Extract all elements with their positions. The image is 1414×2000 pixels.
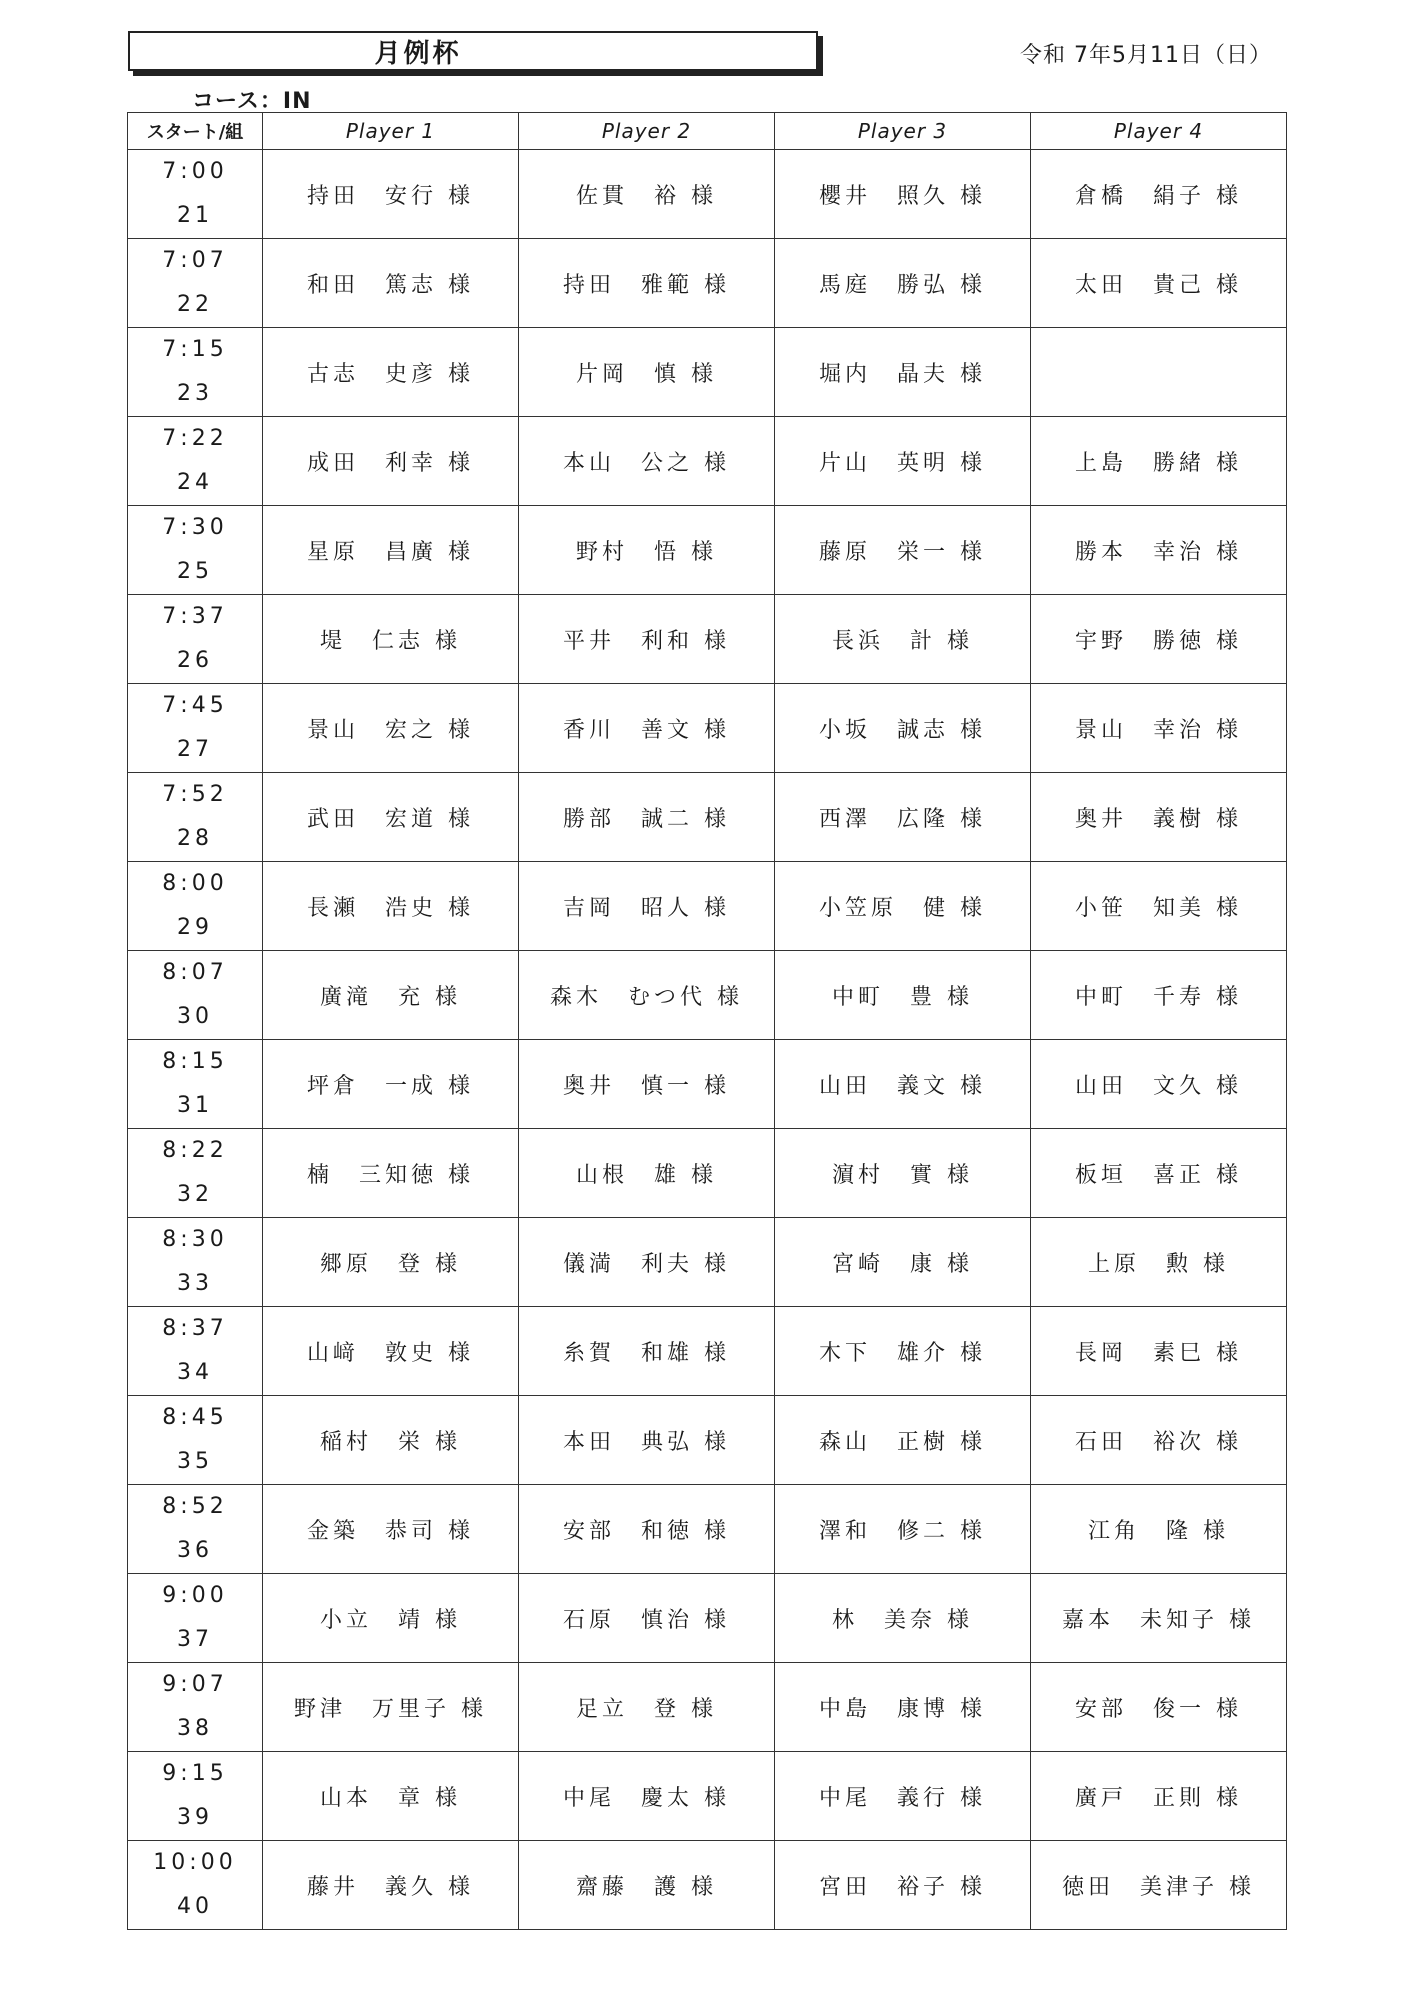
header-start-group: スタート/組 — [128, 113, 263, 150]
table-row — [128, 1129, 1287, 1218]
group-number: 27 — [177, 737, 213, 762]
player-3-cell: 山田 義文 様 — [775, 1040, 1031, 1129]
player-4-cell: 板垣 喜正 様 — [1031, 1129, 1287, 1218]
player-4-cell: 山田 文久 様 — [1031, 1040, 1287, 1129]
event-date: 令和 7年5月11日（日） — [1020, 43, 1272, 68]
player-3-cell: 中島 康博 様 — [775, 1663, 1031, 1752]
player-4-cell: 上原 勲 様 — [1031, 1218, 1287, 1307]
player-4-cell: 廣戸 正則 様 — [1031, 1752, 1287, 1841]
player-2-cell: 中尾 慶太 様 — [519, 1752, 775, 1841]
start-time: 9:00 — [162, 1583, 228, 1608]
player-4-cell: 安部 俊一 様 — [1031, 1663, 1287, 1752]
player-2-cell: 齋藤 護 様 — [519, 1841, 775, 1930]
player-4-cell: 江角 隆 様 — [1031, 1485, 1287, 1574]
group-number: 37 — [177, 1627, 213, 1652]
player-4-cell: 中町 千寿 様 — [1031, 951, 1287, 1040]
start-time: 8:00 — [162, 871, 228, 896]
player-3-cell: 西澤 広隆 様 — [775, 773, 1031, 862]
header-player-4: Player 4 — [1031, 113, 1287, 150]
start-cell — [128, 1841, 263, 1930]
start-cell — [128, 684, 263, 773]
player-3-cell: 藤原 栄一 様 — [775, 506, 1031, 595]
start-cell — [128, 1307, 263, 1396]
player-2-cell: 石原 慎治 様 — [519, 1574, 775, 1663]
group-number: 39 — [177, 1805, 213, 1830]
player-2-cell: 佐貫 裕 様 — [519, 150, 775, 239]
player-3-cell: 櫻井 照久 様 — [775, 150, 1031, 239]
start-cell — [128, 150, 263, 239]
player-3-cell: 宮崎 康 様 — [775, 1218, 1031, 1307]
start-time: 9:15 — [162, 1761, 228, 1786]
table-row — [128, 1752, 1287, 1841]
player-3-cell: 木下 雄介 様 — [775, 1307, 1031, 1396]
title-box — [128, 31, 818, 71]
table-header-row — [128, 113, 1287, 150]
player-4-cell: 倉橋 絹子 様 — [1031, 150, 1287, 239]
start-cell — [128, 1040, 263, 1129]
player-4-cell: 景山 幸治 様 — [1031, 684, 1287, 773]
player-1-cell: 古志 史彦 様 — [263, 328, 519, 417]
start-time: 7:00 — [162, 159, 228, 184]
player-4-cell: 奥井 義樹 様 — [1031, 773, 1287, 862]
header-player-2: Player 2 — [519, 113, 775, 150]
group-number: 28 — [177, 826, 213, 851]
header-player-3: Player 3 — [775, 113, 1031, 150]
player-4-cell: 宇野 勝徳 様 — [1031, 595, 1287, 684]
start-cell — [128, 417, 263, 506]
table-row — [128, 862, 1287, 951]
player-2-cell: 森木 むつ代 様 — [519, 951, 775, 1040]
group-number: 29 — [177, 915, 213, 940]
start-time: 7:15 — [162, 337, 228, 362]
player-1-cell: 藤井 義久 様 — [263, 1841, 519, 1930]
start-time: 8:37 — [162, 1316, 228, 1341]
player-4-cell: 長岡 素巳 様 — [1031, 1307, 1287, 1396]
player-4-cell — [1031, 328, 1287, 417]
player-1-cell: 野津 万里子 様 — [263, 1663, 519, 1752]
table-row — [128, 1218, 1287, 1307]
player-3-cell: 濵村 實 様 — [775, 1129, 1031, 1218]
player-3-cell: 中町 豊 様 — [775, 951, 1031, 1040]
table-row — [128, 1485, 1287, 1574]
player-3-cell: 長浜 計 様 — [775, 595, 1031, 684]
group-number: 38 — [177, 1716, 213, 1741]
start-time: 8:15 — [162, 1049, 228, 1074]
start-time: 8:45 — [162, 1405, 228, 1430]
group-number: 21 — [177, 203, 213, 228]
start-cell — [128, 773, 263, 862]
tee-time-table — [127, 112, 1287, 1930]
page-title: 月例杯 — [374, 38, 462, 69]
group-number: 26 — [177, 648, 213, 673]
group-number: 40 — [177, 1894, 213, 1919]
player-2-cell: 糸賀 和雄 様 — [519, 1307, 775, 1396]
start-time: 7:45 — [162, 693, 228, 718]
start-cell — [128, 1129, 263, 1218]
player-4-cell: 勝本 幸治 様 — [1031, 506, 1287, 595]
player-2-cell: 野村 悟 様 — [519, 506, 775, 595]
start-time: 7:37 — [162, 604, 228, 629]
group-number: 22 — [177, 292, 213, 317]
player-1-cell: 持田 安行 様 — [263, 150, 519, 239]
header-player-1: Player 1 — [263, 113, 519, 150]
start-time: 8:07 — [162, 960, 228, 985]
player-3-cell: 堀内 晶夫 様 — [775, 328, 1031, 417]
player-3-cell: 小笠原 健 様 — [775, 862, 1031, 951]
table-row — [128, 1841, 1287, 1930]
player-2-cell: 吉岡 昭人 様 — [519, 862, 775, 951]
start-cell — [128, 1396, 263, 1485]
player-3-cell: 林 美奈 様 — [775, 1574, 1031, 1663]
start-time: 7:07 — [162, 248, 228, 273]
start-cell — [128, 1663, 263, 1752]
table-row — [128, 506, 1287, 595]
player-4-cell: 嘉本 未知子 様 — [1031, 1574, 1287, 1663]
player-1-cell: 郷原 登 様 — [263, 1218, 519, 1307]
group-number: 31 — [177, 1093, 213, 1118]
start-time: 9:07 — [162, 1672, 228, 1697]
course-label: コース：IN — [192, 89, 312, 114]
start-cell — [128, 862, 263, 951]
table-row — [128, 684, 1287, 773]
player-1-cell: 星原 昌廣 様 — [263, 506, 519, 595]
start-cell — [128, 1218, 263, 1307]
table-row — [128, 1307, 1287, 1396]
start-cell — [128, 1574, 263, 1663]
player-3-cell: 宮田 裕子 様 — [775, 1841, 1031, 1930]
group-number: 23 — [177, 381, 213, 406]
player-2-cell: 香川 善文 様 — [519, 684, 775, 773]
start-time: 7:30 — [162, 515, 228, 540]
player-1-cell: 廣滝 充 様 — [263, 951, 519, 1040]
group-number: 34 — [177, 1360, 213, 1385]
player-2-cell: 本山 公之 様 — [519, 417, 775, 506]
player-1-cell: 和田 篤志 様 — [263, 239, 519, 328]
player-3-cell: 片山 英明 様 — [775, 417, 1031, 506]
player-1-cell: 山﨑 敦史 様 — [263, 1307, 519, 1396]
player-4-cell: 石田 裕次 様 — [1031, 1396, 1287, 1485]
table-row — [128, 773, 1287, 862]
group-number: 36 — [177, 1538, 213, 1563]
start-time: 7:22 — [162, 426, 228, 451]
player-1-cell: 山本 章 様 — [263, 1752, 519, 1841]
player-1-cell: 金築 恭司 様 — [263, 1485, 519, 1574]
start-time: 7:52 — [162, 782, 228, 807]
group-number: 33 — [177, 1271, 213, 1296]
player-1-cell: 坪倉 一成 様 — [263, 1040, 519, 1129]
start-cell — [128, 1485, 263, 1574]
player-1-cell: 楠 三知徳 様 — [263, 1129, 519, 1218]
group-number: 24 — [177, 470, 213, 495]
player-1-cell: 小立 靖 様 — [263, 1574, 519, 1663]
table-row — [128, 951, 1287, 1040]
start-cell — [128, 239, 263, 328]
player-2-cell: 奥井 慎一 様 — [519, 1040, 775, 1129]
table-row — [128, 1663, 1287, 1752]
player-2-cell: 安部 和徳 様 — [519, 1485, 775, 1574]
player-2-cell: 持田 雅範 様 — [519, 239, 775, 328]
player-1-cell: 成田 利幸 様 — [263, 417, 519, 506]
player-2-cell: 儀満 利夫 様 — [519, 1218, 775, 1307]
player-3-cell: 森山 正樹 様 — [775, 1396, 1031, 1485]
group-number: 30 — [177, 1004, 213, 1029]
player-1-cell: 稲村 栄 様 — [263, 1396, 519, 1485]
group-number: 25 — [177, 559, 213, 584]
table-row — [128, 1040, 1287, 1129]
player-1-cell: 武田 宏道 様 — [263, 773, 519, 862]
player-2-cell: 片岡 慎 様 — [519, 328, 775, 417]
player-2-cell: 平井 利和 様 — [519, 595, 775, 684]
start-time: 8:52 — [162, 1494, 228, 1519]
table-row — [128, 417, 1287, 506]
start-time: 8:30 — [162, 1227, 228, 1252]
player-3-cell: 馬庭 勝弘 様 — [775, 239, 1031, 328]
start-cell — [128, 506, 263, 595]
player-4-cell: 小笹 知美 様 — [1031, 862, 1287, 951]
start-time: 8:22 — [162, 1138, 228, 1163]
table-row — [128, 1574, 1287, 1663]
table-row — [128, 595, 1287, 684]
player-3-cell: 小坂 誠志 様 — [775, 684, 1031, 773]
player-2-cell: 山根 雄 様 — [519, 1129, 775, 1218]
player-1-cell: 堤 仁志 様 — [263, 595, 519, 684]
table-row — [128, 239, 1287, 328]
start-time: 10:00 — [153, 1850, 237, 1875]
player-3-cell: 中尾 義行 様 — [775, 1752, 1031, 1841]
table-row — [128, 1396, 1287, 1485]
player-2-cell: 勝部 誠二 様 — [519, 773, 775, 862]
start-cell — [128, 951, 263, 1040]
player-2-cell: 足立 登 様 — [519, 1663, 775, 1752]
player-4-cell: 徳田 美津子 様 — [1031, 1841, 1287, 1930]
table-row — [128, 328, 1287, 417]
table-row — [128, 150, 1287, 239]
player-1-cell: 長瀬 浩史 様 — [263, 862, 519, 951]
start-cell — [128, 328, 263, 417]
start-cell — [128, 1752, 263, 1841]
player-2-cell: 本田 典弘 様 — [519, 1396, 775, 1485]
player-4-cell: 太田 貴己 様 — [1031, 239, 1287, 328]
player-1-cell: 景山 宏之 様 — [263, 684, 519, 773]
player-3-cell: 澤和 修二 様 — [775, 1485, 1031, 1574]
group-number: 32 — [177, 1182, 213, 1207]
group-number: 35 — [177, 1449, 213, 1474]
start-cell — [128, 595, 263, 684]
player-4-cell: 上島 勝緒 様 — [1031, 417, 1287, 506]
